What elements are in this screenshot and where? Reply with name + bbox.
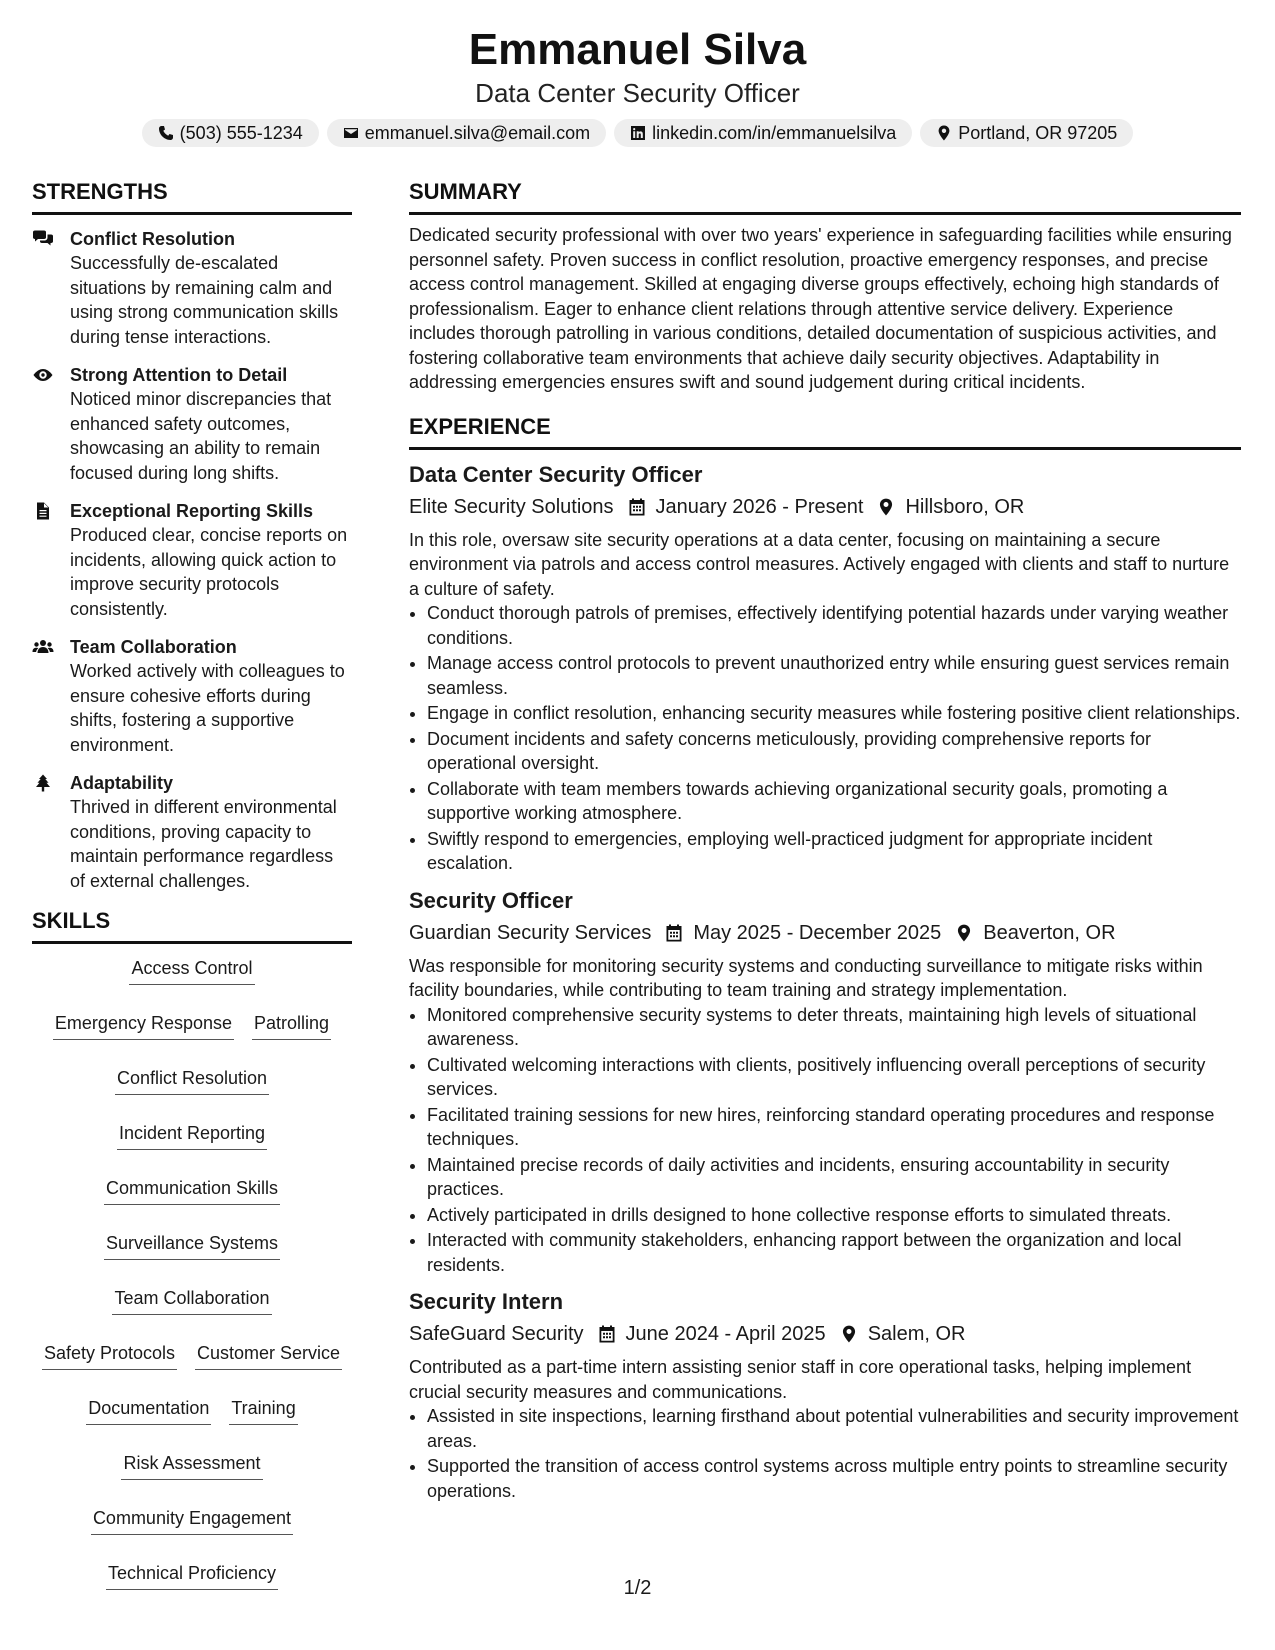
- strength-item: [32, 635, 352, 757]
- contact-location: [920, 119, 1133, 147]
- candidate-name: Emmanuel Silva: [468, 25, 807, 74]
- job-description: Contributed as a part-time intern assisting senior staff in core operational tasks, helping implement crucial security measures and communications.: [409, 1357, 1192, 1402]
- map-pin-icon: [936, 125, 952, 141]
- skill-tag: Emergency Response: [53, 1009, 234, 1040]
- job-meta: [409, 918, 1241, 948]
- document-icon: [32, 502, 54, 520]
- job-bullet: • Manage access control protocols to prevent unauthorized entry while ensuring guest services remain seamless.: [427, 651, 1241, 700]
- job-title: Security Officer: [409, 887, 573, 913]
- contact-phone[interactable]: [142, 119, 319, 147]
- job-company: Guardian Security Services: [409, 921, 652, 944]
- skill-tag: Safety Protocols: [42, 1339, 177, 1370]
- job-company: Elite Security Solutions: [409, 495, 614, 518]
- calendar-icon: [598, 1325, 616, 1343]
- strength-desc: Produced clear, concise reports on incidents, allowing quick action to improve security protocols consistently.: [70, 525, 348, 619]
- skill-tag: Documentation: [86, 1394, 211, 1425]
- job-description: In this role, oversaw site security operations at a data center, focusing on maintaining a secure environment via patrols and access control measures. Actively engaged with clients and staff to nurture a culture of safety.: [409, 529, 1230, 599]
- skill-tag: Team Collaboration: [112, 1284, 271, 1315]
- right-column: [409, 178, 1241, 1504]
- job-entry: [409, 886, 1241, 1278]
- job-location: Salem, OR: [867, 1323, 966, 1345]
- skill-tag: Risk Assessment: [121, 1449, 262, 1480]
- job-company: SafeGuard Security: [409, 1323, 584, 1345]
- strength-desc: Noticed minor discrepancies that enhanced safety outcomes, showcasing an ability to remain focused during long shifts.: [70, 389, 332, 483]
- skill-tag: Patrolling: [252, 1009, 331, 1040]
- contact-email-text: emmanuel.silva@email.com: [364, 123, 591, 143]
- job-entry: [409, 1287, 1241, 1503]
- strength-item: [32, 363, 352, 485]
- calendar-icon: [665, 924, 683, 942]
- skill-tag: Access Control: [129, 954, 254, 985]
- job-bullet: • Collaborate with team members towards achieving organizational security goals, promoting a supportive working atmosphere.: [427, 777, 1241, 826]
- phone-icon: [158, 125, 174, 141]
- job-bullet: • Supported the transition of access control systems across multiple entry points to streamline security operations.: [427, 1454, 1241, 1503]
- strengths-heading: STRENGTHS: [32, 178, 352, 215]
- job-bullet: • Monitored comprehensive security systems to deter threats, maintaining high levels of situational awareness.: [427, 1003, 1241, 1052]
- skill-tag: Technical Proficiency: [106, 1559, 278, 1590]
- envelope-icon: [343, 125, 359, 141]
- job-dates: January 2026 - Present: [655, 495, 864, 518]
- job-dates: June 2024 - April 2025: [625, 1323, 826, 1345]
- linkedin-icon: [630, 125, 646, 141]
- chat-bubbles-icon: [32, 230, 54, 248]
- contact-bar: [0, 119, 1275, 147]
- skill-tag: Community Engagement: [91, 1504, 293, 1535]
- strength-item: [32, 227, 352, 349]
- job-bullets: [409, 1003, 1241, 1278]
- map-pin-icon: [840, 1325, 858, 1343]
- users-icon: [32, 638, 54, 656]
- page-number: 1/2: [623, 1577, 652, 1599]
- strength-desc: Successfully de-escalated situations by remaining calm and using strong communication skills during tense interactions.: [70, 253, 339, 347]
- contact-linkedin-text: linkedin.com/in/emmanuelsilva: [652, 123, 897, 143]
- job-bullet: • Facilitated training sessions for new hires, reinforcing standard operating procedures and response techniques.: [427, 1103, 1241, 1152]
- job-meta: [409, 1319, 1241, 1349]
- job-dates: May 2025 - December 2025: [693, 921, 942, 944]
- summary-text: Dedicated security professional with over two years' experience in safeguarding facilities while ensuring personnel safety. Proven success in conflict resolution, proactive emergency responses, and precise access control management. Skilled at engaging diverse groups effectively, echoing high standards of professionalism. Eager to enhance client relations through attentive service delivery. Experience includes thorough patrolling in various conditions, detailed documentation of suspicious activities, and fostering collaborative team environments that achieve daily security objectives. Adaptability in addressing emergencies ensures swift and sound judgement during critical incidents.: [409, 225, 1232, 392]
- tree-icon: [32, 774, 54, 792]
- left-column: [32, 178, 352, 1590]
- skill-tag: Training: [229, 1394, 297, 1425]
- strength-desc: Thrived in different environmental conditions, proving capacity to maintain performance regardless of external challenges.: [70, 797, 337, 891]
- strength-title: Adaptability: [70, 773, 174, 793]
- eye-icon: [32, 366, 54, 384]
- strength-item: [32, 499, 352, 621]
- job-bullet: • Assisted in site inspections, learning firsthand about potential vulnerabilities and security improvement areas.: [427, 1404, 1241, 1453]
- job-location: Hillsboro, OR: [905, 495, 1025, 518]
- skills-list: [32, 954, 352, 1590]
- job-bullet: • Engage in conflict resolution, enhancing security measures while fostering positive client relationships.: [427, 701, 1241, 726]
- skill-tag: Conflict Resolution: [115, 1064, 269, 1095]
- contact-linkedin[interactable]: [614, 119, 912, 147]
- job-title: Security Intern: [409, 1289, 564, 1314]
- skills-heading: SKILLS: [32, 907, 352, 944]
- job-bullet: • Conduct thorough patrols of premises, effectively identifying potential hazards under varying weather conditions.: [427, 601, 1241, 650]
- strength-title: Exceptional Reporting Skills: [70, 501, 314, 521]
- job-bullet: • Cultivated welcoming interactions with clients, positively influencing overall perceptions of security services.: [427, 1053, 1241, 1102]
- strength-item: [32, 771, 352, 893]
- strength-title: Conflict Resolution: [70, 229, 235, 249]
- job-bullets: [409, 1404, 1241, 1503]
- job-bullet: • Document incidents and safety concerns meticulously, providing comprehensive reports for operational oversight.: [427, 727, 1241, 776]
- skill-tag: Communication Skills: [104, 1174, 280, 1205]
- job-bullet: • Interacted with community stakeholders, enhancing rapport between the organization and local residents.: [427, 1228, 1241, 1277]
- resume-header: [0, 0, 1275, 147]
- contact-email[interactable]: [327, 119, 606, 147]
- strength-desc: Worked actively with colleagues to ensure cohesive efforts during shifts, fostering a supportive environment.: [70, 661, 345, 755]
- job-entry: [409, 460, 1241, 876]
- job-meta: [409, 492, 1241, 522]
- skills-section: [32, 907, 352, 1590]
- job-bullets: [409, 601, 1241, 876]
- job-location: Beaverton, OR: [983, 921, 1116, 944]
- skill-tag: Surveillance Systems: [104, 1229, 280, 1260]
- strengths-list: [32, 227, 352, 893]
- skill-tag: Customer Service: [195, 1339, 342, 1370]
- job-bullet: • Swiftly respond to emergencies, employing well-practiced judgment for appropriate incident escalation.: [427, 827, 1241, 876]
- job-description: Was responsible for monitoring security systems and conducting surveillance to mitigate risks within facility boundaries, while contributing to team training and strategy implementation.: [409, 955, 1203, 1000]
- calendar-icon: [628, 498, 646, 516]
- candidate-title: Data Center Security Officer: [475, 78, 800, 108]
- experience-heading: EXPERIENCE: [409, 413, 1241, 450]
- contact-phone-text: (503) 555-1234: [179, 123, 303, 143]
- skill-tag: Incident Reporting: [117, 1119, 267, 1150]
- strength-title: Team Collaboration: [70, 637, 237, 657]
- contact-location-text: Portland, OR 97205: [958, 123, 1118, 143]
- summary-heading: SUMMARY: [409, 178, 1241, 215]
- map-pin-icon: [877, 498, 895, 516]
- job-bullet: • Actively participated in drills designed to hone collective response efforts to simulated threats.: [427, 1203, 1241, 1228]
- map-pin-icon: [955, 924, 973, 942]
- job-title: Data Center Security Officer: [409, 461, 703, 487]
- strength-title: Strong Attention to Detail: [70, 365, 288, 385]
- job-bullet: • Maintained precise records of daily activities and incidents, ensuring accountability in security practices.: [427, 1153, 1241, 1202]
